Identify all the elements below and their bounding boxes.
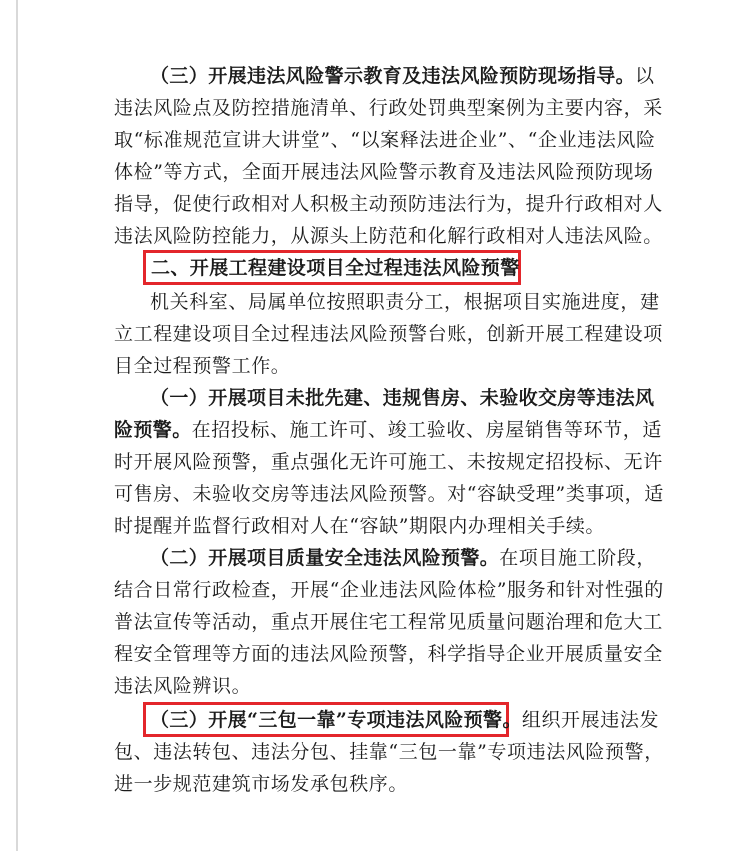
section-heading: （一）开展项目未批先建、违规售房、未验收交房等违法风 <box>150 387 655 409</box>
section-heading-tail: 险预警。 <box>114 419 192 441</box>
paragraph-text: 在项目施工阶段， <box>499 547 657 569</box>
paragraph-line: 结合日常行政检查，开展“企业违法风险体检”服务和针对性强的 <box>114 579 664 601</box>
paragraph-line: 机关科室、局属单位按照职责分工，根据项目实施进度，建 <box>150 291 660 313</box>
paragraph-line: 普法宣传等活动，重点开展住宅工程常见质量问题治理和危大工 <box>114 611 663 633</box>
section-heading: （三）开展违法风险警示教育及违法风险预防现场指导。 <box>150 65 636 87</box>
paragraph-line: 可售房、未验收交房等违法风险预警。对“容缺受理”类事项，适 <box>114 483 664 505</box>
section-heading: （三）开展“三包一靠”专项违法风险预警。 <box>150 709 522 731</box>
paragraph-line: 程安全管理等方面的违法风险预警，科学指导企业开展质量安全 <box>114 643 663 665</box>
paragraph-line <box>114 418 662 442</box>
paragraph-line: 指导，促使行政相对人积极主动预防违法行为，提升行政相对人 <box>114 193 663 215</box>
paragraph-line <box>150 546 656 570</box>
paragraph-line: 违法风险辨识。 <box>114 675 252 697</box>
paragraph-line: 时开展风险预警，重点强化无许可施工、未按规定招投标、无许 <box>114 451 663 473</box>
paragraph-line <box>150 64 655 88</box>
paragraph-line: 时提醒并监督行政相对人在“容缺”期限内办理相关手续。 <box>114 515 606 537</box>
paragraph-text: 以 <box>635 65 655 87</box>
paragraph-line: 目全过程预警工作。 <box>114 355 291 377</box>
paragraph-text: 组织开展违法发 <box>521 709 660 731</box>
paragraph-line: 体检”等方式，全面开展违法风险警示教育及违法风险预防现场 <box>114 161 654 183</box>
paragraph-line: 立工程建设项目全过程违法风险预警台账，创新开展工程建设项 <box>114 323 663 345</box>
paragraph-line: 违法风险点及防控措施清单、行政处罚典型案例为主要内容，采 <box>114 97 663 119</box>
paragraph-line: 取“标准规范宣讲大讲堂”、“以案释法进企业”、“企业违法风险 <box>114 129 656 151</box>
paragraph-text: 在招投标、施工许可、竣工验收、房屋销售等环节，适 <box>191 419 663 441</box>
section-heading: （二）开展项目质量安全违法风险预警。 <box>150 547 500 569</box>
paragraph-line: 包、违法转包、违法分包、挂靠“三包一靠”专项违法风险预警， <box>114 741 664 763</box>
paragraph-line <box>150 708 659 732</box>
part-heading: 二、开展工程建设项目全过程违法风险预警 <box>151 257 520 279</box>
paragraph-line: 违法风险防控能力，从源头上防范和化解行政相对人违法风险。 <box>114 225 663 247</box>
paragraph-line: 进一步规范建筑市场发承包秩序。 <box>114 773 409 795</box>
